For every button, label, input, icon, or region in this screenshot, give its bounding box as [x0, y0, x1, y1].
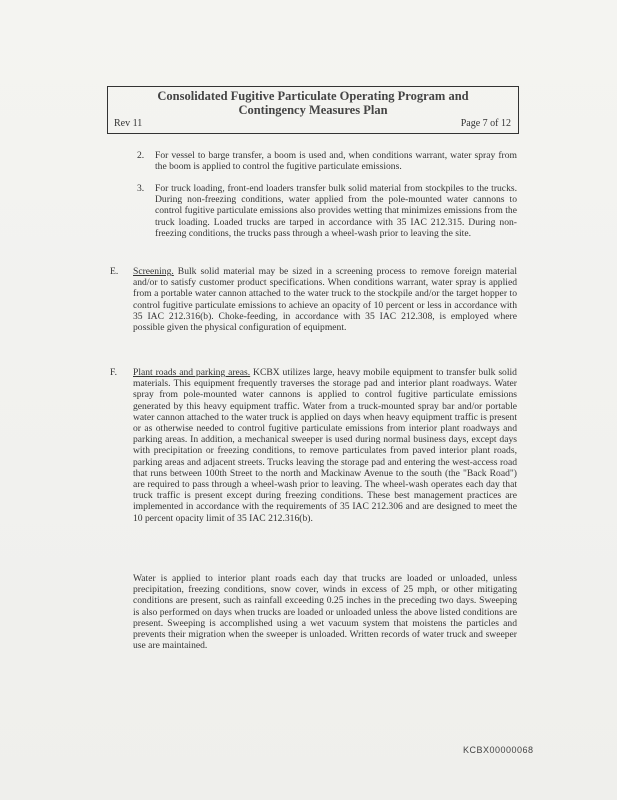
- item-number: 2.: [137, 150, 145, 161]
- header-box: [107, 86, 519, 134]
- section-heading: Screening.: [133, 266, 174, 277]
- revision-label: Rev 11: [114, 118, 143, 129]
- item-text: For vessel to barge transfer, a boom is used and, when conditions warrant, water spray from the boom is applied to control the fugitive particulate emissions.: [155, 150, 517, 173]
- bates-number: KCBX00000068: [463, 745, 534, 755]
- section-letter: E.: [110, 266, 119, 277]
- page-number: Page 7 of 12: [460, 118, 511, 129]
- item-text: For truck loading, front-end loaders transfer bulk solid material from stockpiles to the trucks. During non-freezing conditions, water applied from the pole-mounted water cannons to control fugitive particulate emissions also provides wetting that minimizes emissions from the truck loading. Loaded trucks are tarped in accordance with 35 IAC 212.315. During non-freezing conditions, the trucks pass through a wheel-wash prior to leaving the site.: [155, 183, 517, 239]
- header-title-line-2: Contingency Measures Plan: [238, 103, 388, 117]
- body-paragraph: Water is applied to interior plant roads each day that trucks are loaded or unloaded, unless precipitation, freezing conditions, snow cover, winds in excess of 25 mph, or other mitigating conditions are present, such as rainfall exceeding 0.25 inches in the preceding two days. Sweeping is also performed on days when trucks are loaded or unloaded unless the above listed conditions are present. Sweeping is accomplished using a wet vacuum system that moistens the particles and prevents their migration when the sweeper is unloaded. Written records of water truck and sweeper use are maintained.: [133, 573, 517, 652]
- section-screening: [133, 266, 517, 333]
- section-letter: F.: [110, 367, 117, 378]
- section-text: KCBX utilizes large, heavy mobile equipment to transfer bulk solid materials. This equipment frequently traverses the storage pad and interior plant roadways. Water spray from pole-mounted water cannons is applied to control fugitive particulate emissions generated by this heavy equipment traffic. Water from a truck-mounted spray bar and/or portable water cannon attached to the water truck is applied on days when heavy equipment traffic is present or as otherwise needed to control fugitive particulate emissions from interior plant roadways and parking areas. In addition, a mechanical sweeper is used during normal business days, except days with precipitation or freezing conditions, to remove particulates from paved interior plant roads, parking areas and adjacent streets. Trucks leaving the storage pad and entering the west-access road that runs between 100th Street to the north and Mackinaw Avenue to the south (the "Back Road") are required to pass through a wheel-wash prior to leaving. The wheel-wash operates each day that truck traffic is present except during freezing conditions. These best management practices are implemented in accordance with the requirements of 35 IAC 212.306 and are designed to meet the 10 percent opacity limit of 35 IAC 212.316(b).: [133, 367, 517, 524]
- header-title-line-1: Consolidated Fugitive Particulate Operating Program and: [157, 89, 469, 103]
- item-number: 3.: [137, 183, 145, 194]
- section-heading: Plant roads and parking areas.: [133, 367, 251, 378]
- section-text: Bulk solid material may be sized in a screening process to remove foreign material and/or to satisfy customer product specifications. When conditions warrant, water spray is applied from a portable water cannon attached to the water truck to the stockpile and/or the target hopper to control fugitive particulate emissions to achieve an opacity of 10 percent or less in accordance with 35 IAC 212.316(b). Choke-feeding, in accordance with 35 IAC 212.308, is employed where possible given the physical configuration of equipment.: [133, 266, 517, 334]
- section-plant-roads: [133, 367, 517, 524]
- header-title: [108, 89, 518, 117]
